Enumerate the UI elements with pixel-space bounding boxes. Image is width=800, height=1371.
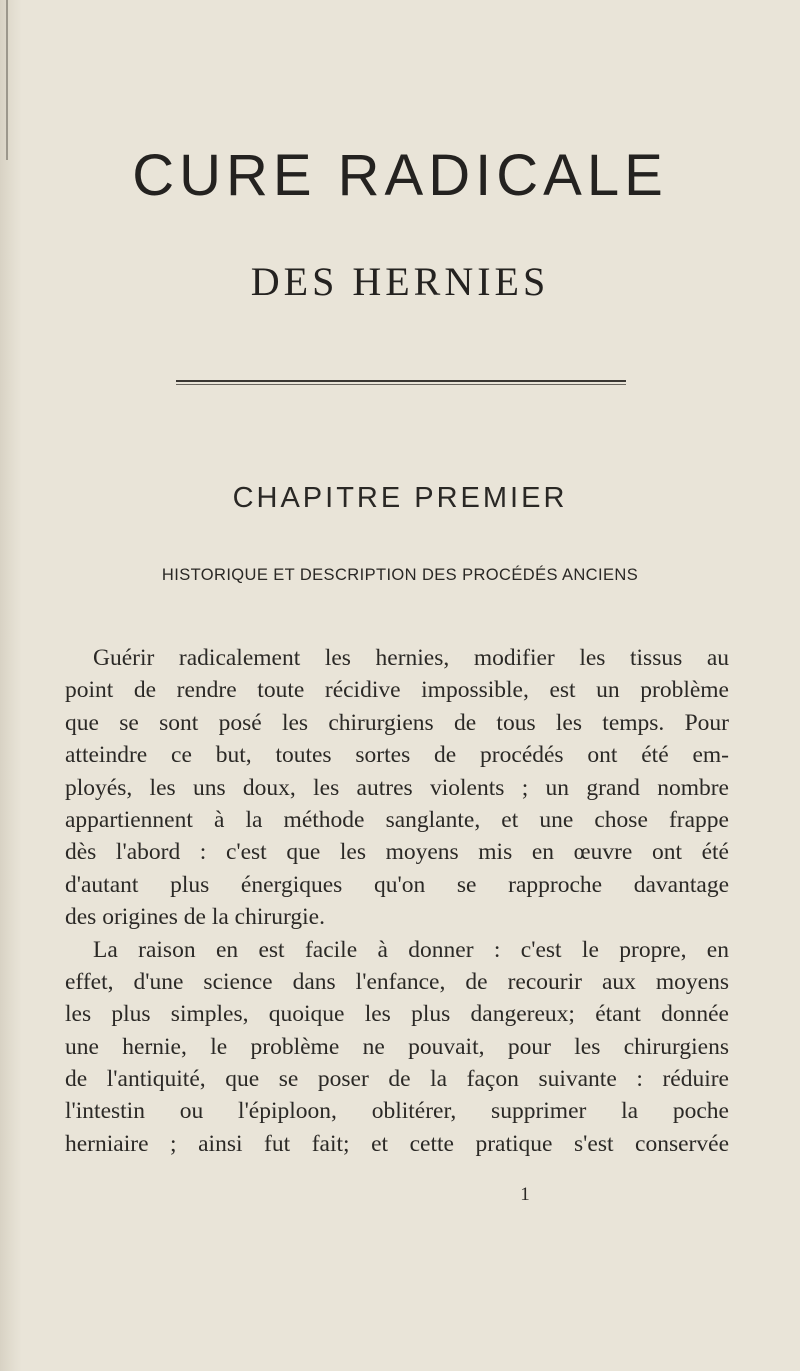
text-line: point de rendre toute récidive impossible, est un problème (65, 677, 729, 704)
chapter-heading: CHAPITRE PREMIER (232, 482, 568, 514)
body-text (65, 642, 729, 1160)
text-line: La raison en est facile à donner : c'est le propre, en (93, 936, 729, 963)
text-line: ployés, les uns doux, les autres violents ; un grand nombre (65, 774, 729, 801)
text-line: atteindre ce but, toutes sortes de procédés ont été em- (65, 742, 729, 769)
text-line: que se sont posé les chirurgiens de tous les temps. Pour (65, 709, 729, 736)
page-number: 1 (520, 1184, 530, 1205)
text-line: appartiennent à la méthode sanglante, et une chose frappe (65, 806, 729, 833)
text-line: une hernie, le problème ne pouvait, pour les chirurgiens (65, 1033, 729, 1060)
paragraph-1 (65, 642, 729, 934)
text-line: l'intestin ou l'épiploon, oblitérer, supprimer la poche (65, 1098, 729, 1125)
text-line: effet, d'une science dans l'enfance, de recourir aux moyens (65, 968, 729, 995)
text-line: les plus simples, quoique les plus dangereux; étant donnée (65, 1001, 729, 1028)
page-subtitle: DES HERNIES (250, 259, 550, 304)
section-heading: HISTORIQUE ET DESCRIPTION DES PROCÉDÉS ANCIENS (161, 566, 639, 584)
text-line: de l'antiquité, que se poser de la façon suivante : réduire (65, 1066, 729, 1093)
binding-edge-line (6, 0, 8, 160)
paragraph-2 (65, 934, 729, 1161)
text-line: herniaire ; ainsi fut fait; et cette pratique s'est conservée (65, 1130, 729, 1157)
text-line: des origines de la chirurgie. (65, 904, 325, 931)
text-line: dès l'abord : c'est que les moyens mis en œuvre ont été (65, 839, 729, 866)
text-line: Guérir radicalement les hernies, modifier les tissus au (93, 645, 729, 671)
title-rule (176, 380, 626, 385)
text-line: d'autant plus énergiques qu'on se rapproche davantage (65, 871, 729, 898)
page-title: CURE RADICALE (132, 143, 668, 208)
